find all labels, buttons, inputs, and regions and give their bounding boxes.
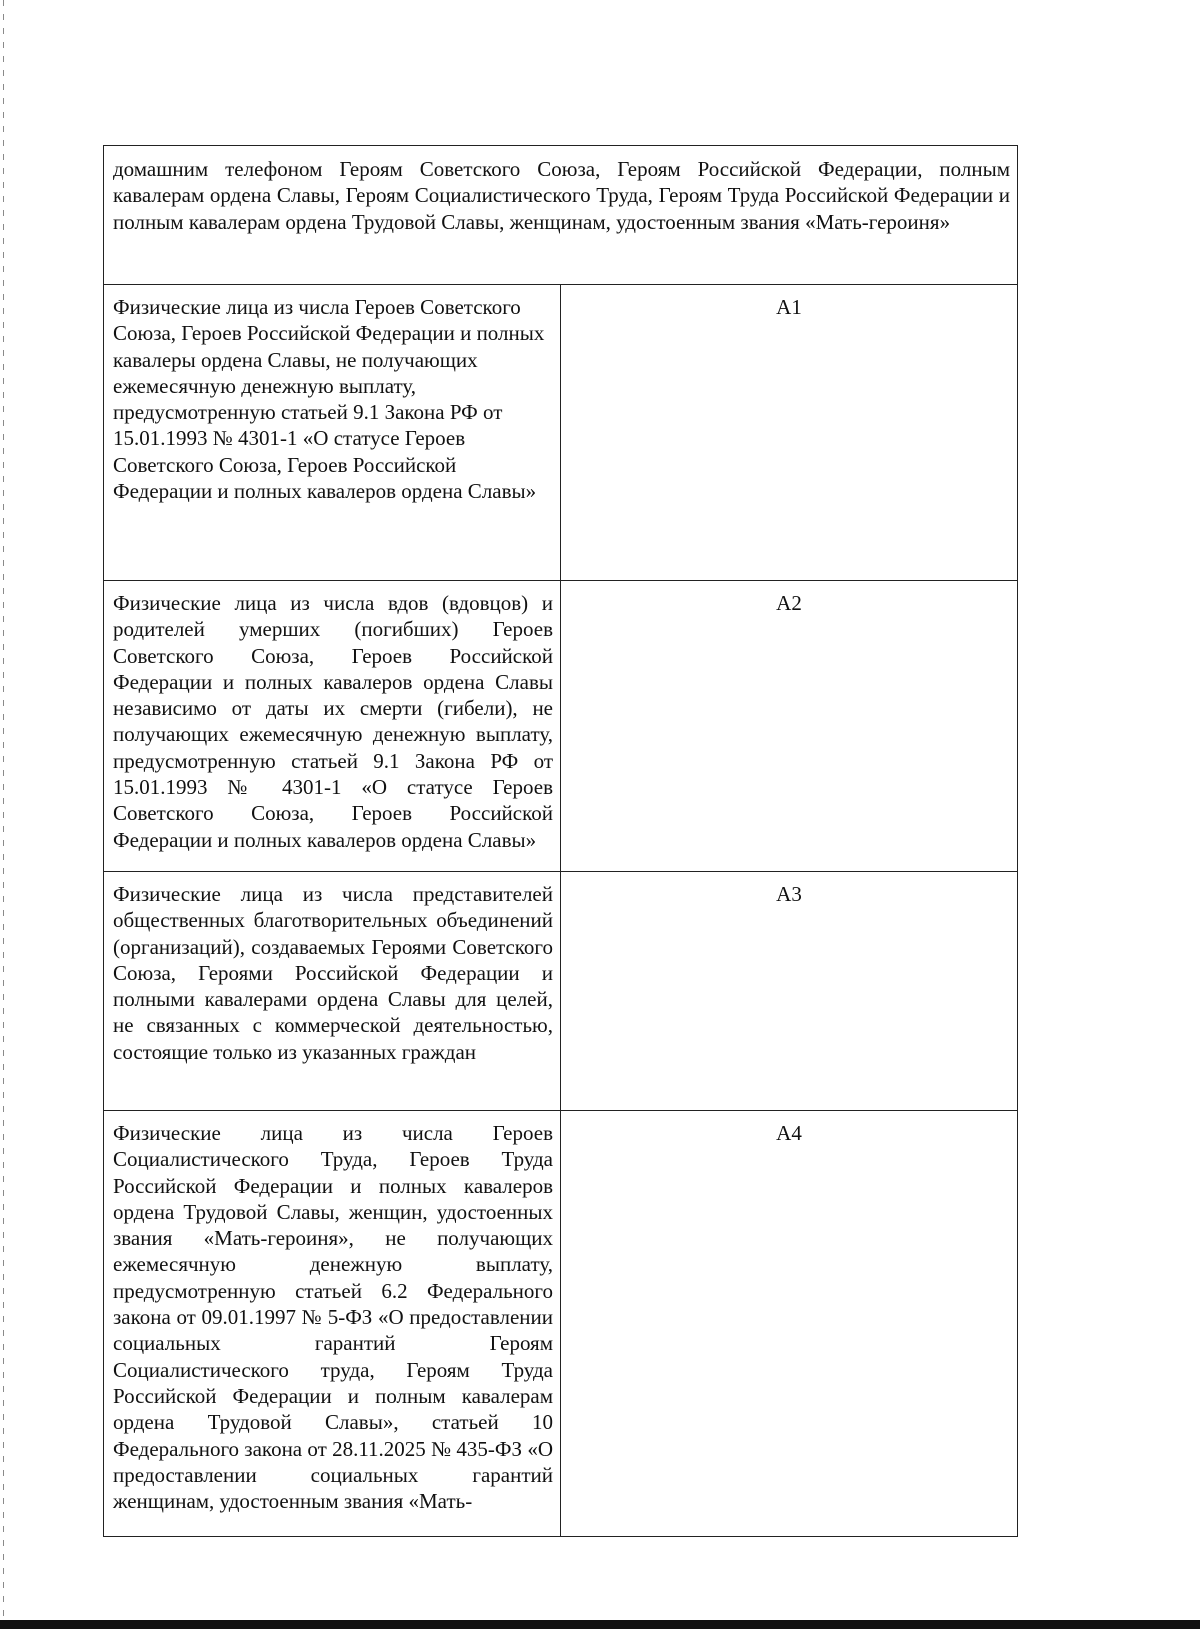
table-row — [104, 581, 1018, 872]
row-code: А3 — [561, 872, 1018, 1111]
table-row — [104, 285, 1018, 581]
intro-row — [104, 146, 1018, 285]
row-code: А1 — [561, 285, 1018, 581]
scan-bottom-edge — [0, 1620, 1200, 1629]
scan-margin-artifact — [3, 0, 4, 1629]
row-description: Физические лица из числа вдов (вдовцов) и родителей умерших (погибших) Героев Советского Союза, Героев Российской Федерации и полных кавалеров ордена Славы независимо от даты их смерти (гибели), не получающих ежемесячную денежную выплату, предусмотренную статьей 9.1 Закона РФ от 15.01.1993 № 4301-1 «О статусе Героев Советского Союза, Героев Российской Федерации и полных кавалеров ордена Славы» — [104, 581, 561, 872]
row-code: А4 — [561, 1111, 1018, 1537]
row-description: Физические лица из числа представителей общественных благотворительных объединений (организаций), создаваемых Героями Советского Союза, Героями Российской Федерации и полными кавалерами ордена Славы для целей, не связанных с коммерческой деятельностью, состоящие только из указанных граждан — [104, 872, 561, 1111]
table-row — [104, 1111, 1018, 1537]
row-code: А2 — [561, 581, 1018, 872]
benefits-table — [103, 145, 1018, 1537]
row-description: Физические лица из числа Героев Социалистического Труда, Героев Труда Российской Федерации и полных кавалеров ордена Трудовой Славы, женщин, удостоенных звания «Мать-героиня», не получающих ежемесячную денежную выплату, предусмотренную статьей 6.2 Федерального закона от 09.01.1997 № 5-ФЗ «О предоставлении социальных гарантий Героям Социалистического труда, Героям Труда Российской Федерации и полным кавалерам ордена Трудовой Славы», статьей 10 Федерального закона от 28.11.2025 № 435-ФЗ «О предоставлении социальных гарантий женщинам, удостоенным звания «Мать- — [104, 1111, 561, 1537]
row-description: Физические лица из числа Героев Советского Союза, Героев Российской Федерации и полных кавалеры ордена Славы, не получающих ежемесячную денежную выплату, предусмотренную статьей 9.1 Закона РФ от 15.01.1993 № 4301-1 «О статусе Героев Советского Союза, Героев Российской Федерации и полных кавалеров ордена Славы» — [104, 285, 561, 581]
table-row — [104, 872, 1018, 1111]
intro-text: домашним телефоном Героям Советского Союза, Героям Российской Федерации, полным кавалерам ордена Славы, Героям Социалистического Труда, Героям Труда Российской Федерации и полным кавалерам ордена Трудовой Славы, женщинам, удостоенным звания «Мать-героиня» — [104, 146, 1018, 285]
